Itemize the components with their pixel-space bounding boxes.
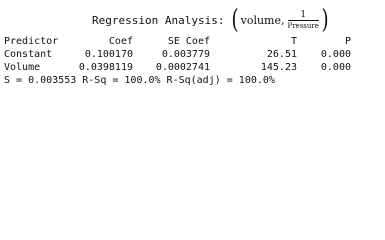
p-value: 0.000 xyxy=(320,49,351,60)
model-summary-line: S = 0.003553 R-Sq = 100.0% R-Sq(adj) = 100.0% xyxy=(4,75,275,86)
coef-value: 0.0398119 xyxy=(78,62,133,73)
table-row xyxy=(0,62,385,74)
fraction-numerator: 1 xyxy=(300,10,307,20)
header-se-coef: SE Coef xyxy=(167,36,210,47)
predictor-name: Volume xyxy=(4,62,41,73)
formula-fraction xyxy=(288,10,319,30)
regression-output-panel xyxy=(0,0,385,94)
regression-title xyxy=(92,5,330,35)
coef-value: 0.100170 xyxy=(84,49,133,60)
header-p: P xyxy=(344,36,351,47)
se-coef-value: 0.003779 xyxy=(161,49,210,60)
fraction-denominator: Pressure xyxy=(287,22,319,30)
predictor-name: Constant xyxy=(4,49,53,60)
table-row xyxy=(0,49,385,61)
left-paren: ( xyxy=(231,5,240,35)
header-coef: Coef xyxy=(108,36,133,47)
header-t: T xyxy=(290,36,297,47)
t-value: 26.51 xyxy=(266,49,297,60)
right-paren: ) xyxy=(321,5,329,35)
table-header-row xyxy=(0,36,385,48)
header-predictor: Predictor xyxy=(4,36,59,47)
se-coef-value: 0.0002741 xyxy=(155,62,210,73)
t-value: 145.23 xyxy=(260,62,297,73)
title-formula xyxy=(230,7,330,33)
formula-volume: volume, xyxy=(240,13,285,27)
p-value: 0.000 xyxy=(320,62,351,73)
title-prefix: Regression Analysis: xyxy=(92,13,225,27)
